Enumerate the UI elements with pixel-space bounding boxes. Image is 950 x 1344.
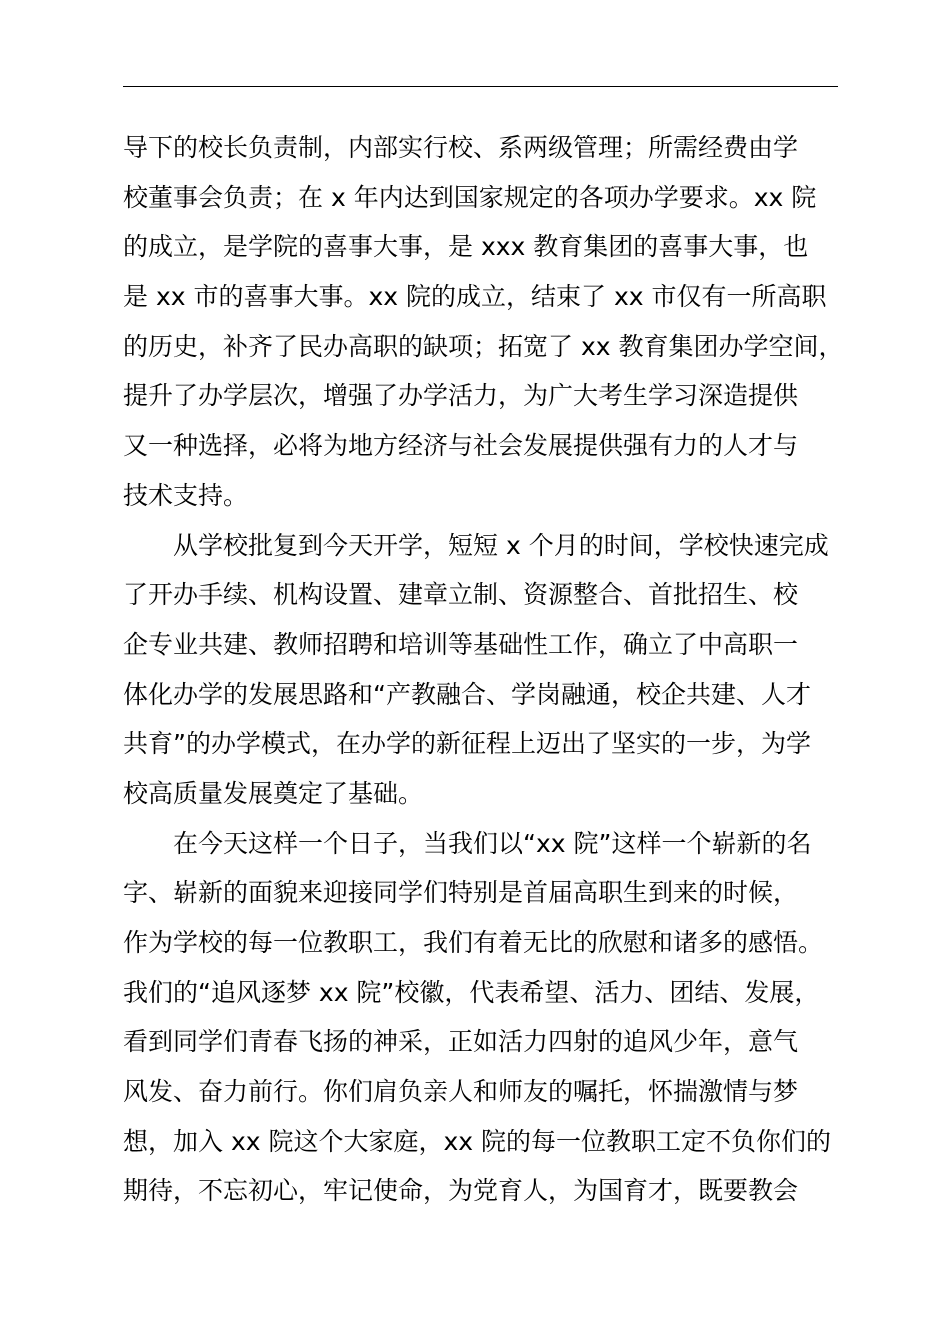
text-line: 技术支持。 bbox=[123, 480, 249, 510]
text-line: 看到同学们青春飞扬的神采，正如活力四射的追风少年，意气 bbox=[123, 1027, 799, 1057]
text-line: 企专业共建、教师招聘和培训等基础性工作，确立了中高职一 bbox=[123, 629, 799, 659]
text-line: 又一种选择，必将为地方经济与社会发展提供强有力的人才与 bbox=[123, 431, 799, 461]
text-line: 校董事会负责；在 x 年内达到国家规定的各项办学要求。xx 院 bbox=[123, 182, 817, 212]
text-line: 导下的校长负责制，内部实行校、系两级管理；所需经费由学 bbox=[123, 133, 799, 162]
text-line: 提升了办学层次，增强了办学活力，为广大考生学习深造提供 bbox=[123, 381, 799, 411]
text-line: 从学校批复到今天开学，短短 x 个月的时间，学校快速完成 bbox=[173, 530, 829, 560]
text-line: 的历史，补齐了民办高职的缺项；拓宽了 xx 教育集团办学空间， bbox=[123, 331, 844, 361]
header-rule bbox=[123, 86, 838, 87]
document-body bbox=[123, 123, 843, 1216]
text-line: 风发、奋力前行。你们肩负亲人和师友的嘱托，怀揣激情与梦 bbox=[123, 1077, 799, 1107]
text-line: 我们的“追风逐梦 xx 院”校徽，代表希望、活力、团结、发展， bbox=[123, 977, 820, 1007]
text-line: 的成立，是学院的喜事大事，是 xxx 教育集团的喜事大事，也 bbox=[123, 232, 809, 262]
text-line: 体化办学的发展思路和“产教融合、学岗融通，校企共建、人才 bbox=[123, 679, 811, 709]
text-line: 想，加入 xx 院这个大家庭，xx 院的每一位教职工定不负你们的 bbox=[123, 1126, 832, 1156]
paragraph-3 bbox=[123, 819, 843, 1217]
text-line: 共育”的办学模式，在办学的新征程上迈出了坚实的一步，为学 bbox=[123, 729, 811, 759]
paragraph-2 bbox=[123, 521, 843, 819]
text-line: 作为学校的每一位教职工，我们有着无比的欣慰和诸多的感悟。 bbox=[123, 928, 824, 957]
text-line: 了开办手续、机构设置、建章立制、资源整合、首批招生、校 bbox=[123, 580, 799, 610]
text-line: 在今天这样一个日子，当我们以“xx 院”这样一个崭新的名 bbox=[173, 828, 812, 858]
paragraph-1 bbox=[123, 123, 843, 521]
text-line: 期待，不忘初心，牢记使命，为党育人，为国育才，既要教会 bbox=[123, 1176, 799, 1206]
text-line: 是 xx 市的喜事大事。xx 院的成立，结束了 xx 市仅有一所高职 bbox=[123, 282, 827, 312]
text-line: 字、崭新的面貌来迎接同学们特别是首届高职生到来的时候， bbox=[123, 878, 799, 908]
text-line: 校高质量发展奠定了基础。 bbox=[123, 778, 424, 808]
